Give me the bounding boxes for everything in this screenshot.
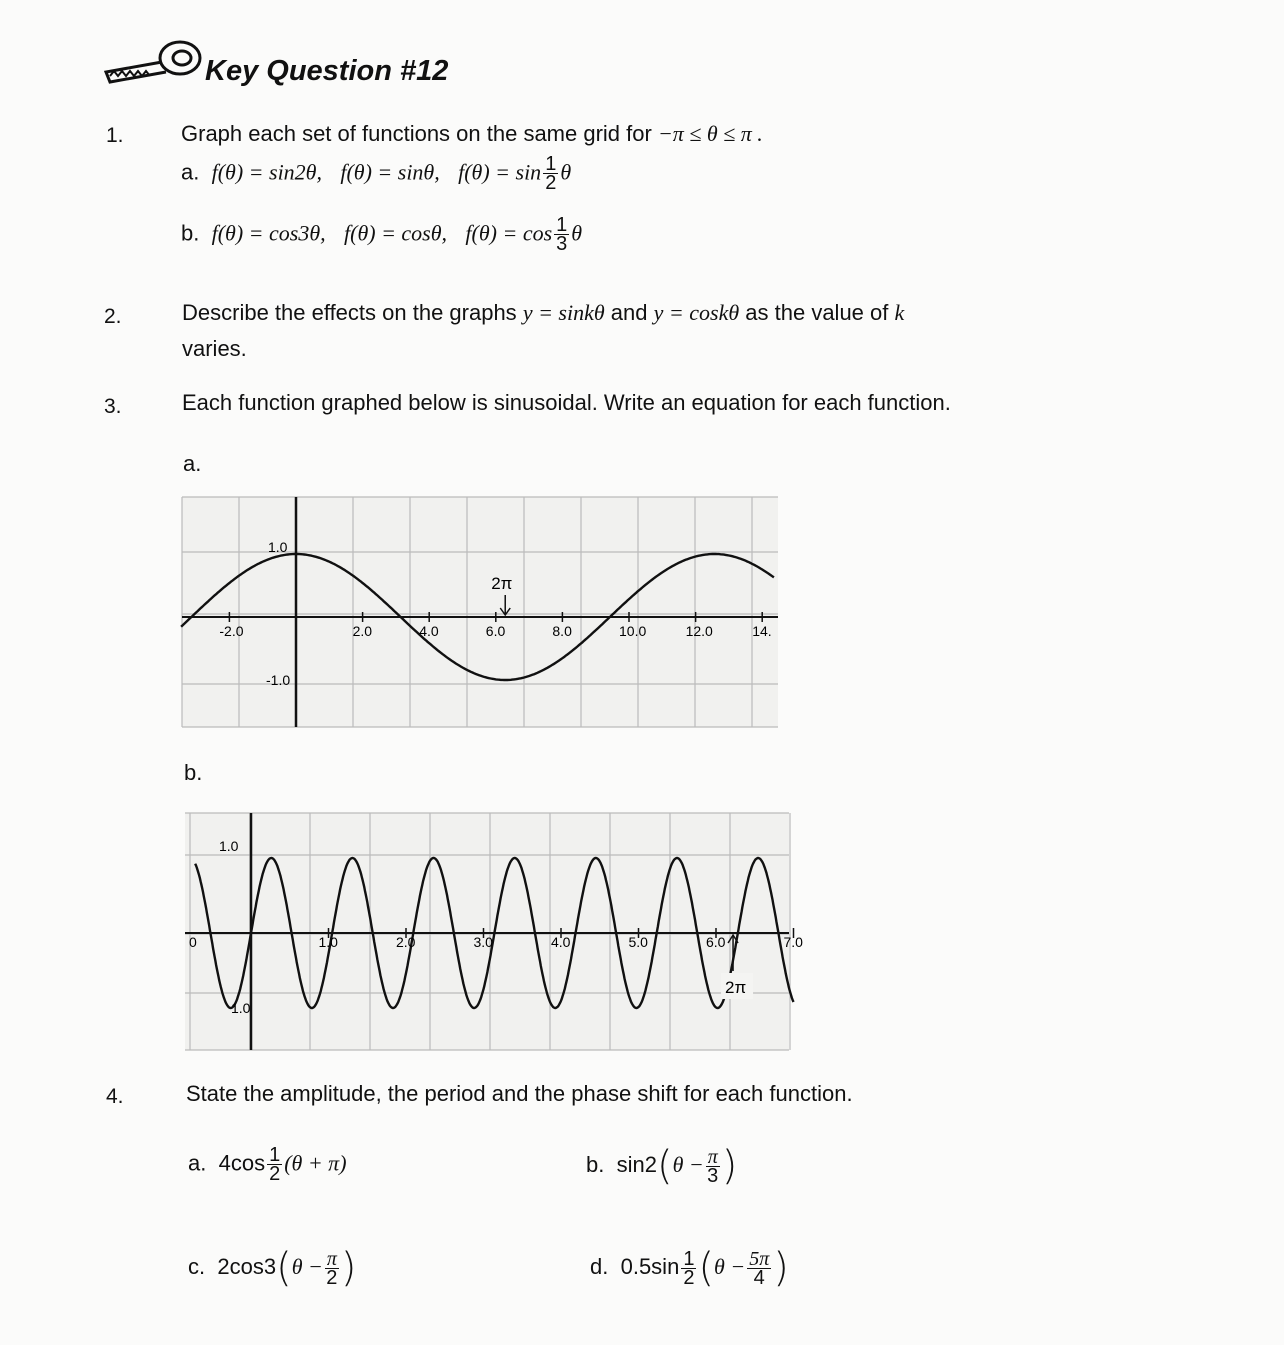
graph-b-background (185, 813, 789, 1050)
x-tick-label: -2.0 (219, 623, 244, 639)
q4-b: b. sin2(θ − $\frac{\pi}{3}$ ) (586, 1143, 738, 1189)
annotation-label: 2π (491, 574, 513, 593)
x-tick-label: 8.0 (552, 623, 572, 639)
x-tick-label: 4.0 (551, 934, 571, 950)
q1-text: Graph each set of functions on the same grid for −π ≤ θ ≤ π . (181, 121, 763, 146)
x-tick-label: 3.0 (473, 934, 493, 950)
graph-a (182, 497, 778, 727)
x-tick-label: 14. (752, 623, 772, 639)
q2-text-cont: varies. (182, 336, 247, 361)
q2-text: Describe the effects on the graphs y = sinkθ and y = coskθ as the value of k (182, 300, 905, 325)
q4-c: c. 2cos3(θ − $\frac{\pi}{2}$ ) (188, 1245, 357, 1291)
q3-b-label: b. (184, 760, 203, 785)
y-tick-label: -1.0 (266, 672, 291, 688)
q4-d: d. 0.5sin $\frac{1}{2}$ (θ − $\frac{5\pi}{4}$ ) (590, 1245, 789, 1291)
y-tick-label: 1.0 (219, 838, 239, 854)
q4-text: State the amplitude, the period and the phase shift for each function. (186, 1081, 853, 1106)
q3-number: 3. (104, 395, 122, 418)
x-tick-label: 10.0 (619, 623, 647, 639)
x-tick-label: 2.0 (352, 623, 373, 639)
q4-number: 4. (106, 1085, 124, 1108)
x-tick-label: 5.0 (628, 934, 648, 950)
x-tick-label: 6.0 (485, 623, 506, 639)
x-tick-label: 4.0 (419, 623, 439, 639)
page-title: Key Question #12 (205, 55, 449, 87)
y-tick-label: 1.0 (268, 539, 288, 555)
q1-number: 1. (106, 124, 124, 147)
x-tick-label: 2.0 (396, 934, 416, 950)
y-tick-label: 1.0 (231, 1000, 251, 1016)
x-tick-label: 12.0 (685, 623, 713, 639)
x-tick-label: 1.0 (318, 934, 338, 950)
graph-a-background (182, 497, 778, 727)
x-tick-label: 7.0 (783, 934, 803, 950)
q1-a: a. f(θ) = sin2θ, f(θ) = sinθ, f(θ) = sin $\frac{1}{2}$ θ (181, 153, 572, 194)
q2-number: 2. (104, 305, 122, 328)
annotation-label: 2π (725, 978, 747, 997)
x-tick-label: 6.0 (706, 934, 726, 950)
key-icon (100, 36, 204, 86)
x-tick-label: 0 (189, 934, 197, 950)
graph-b (185, 813, 803, 1050)
q1-b: b. f(θ) = cos3θ, f(θ) = cosθ, f(θ) = cos $\frac{1}{3}$ θ (181, 214, 583, 255)
q4-a: a. 4cos $\frac{1}{2}$ (θ + π) (188, 1144, 347, 1185)
q3-text: Each function graphed below is sinusoidal. Write an equation for each function. (182, 390, 951, 415)
q3-a-label: a. (183, 451, 202, 476)
